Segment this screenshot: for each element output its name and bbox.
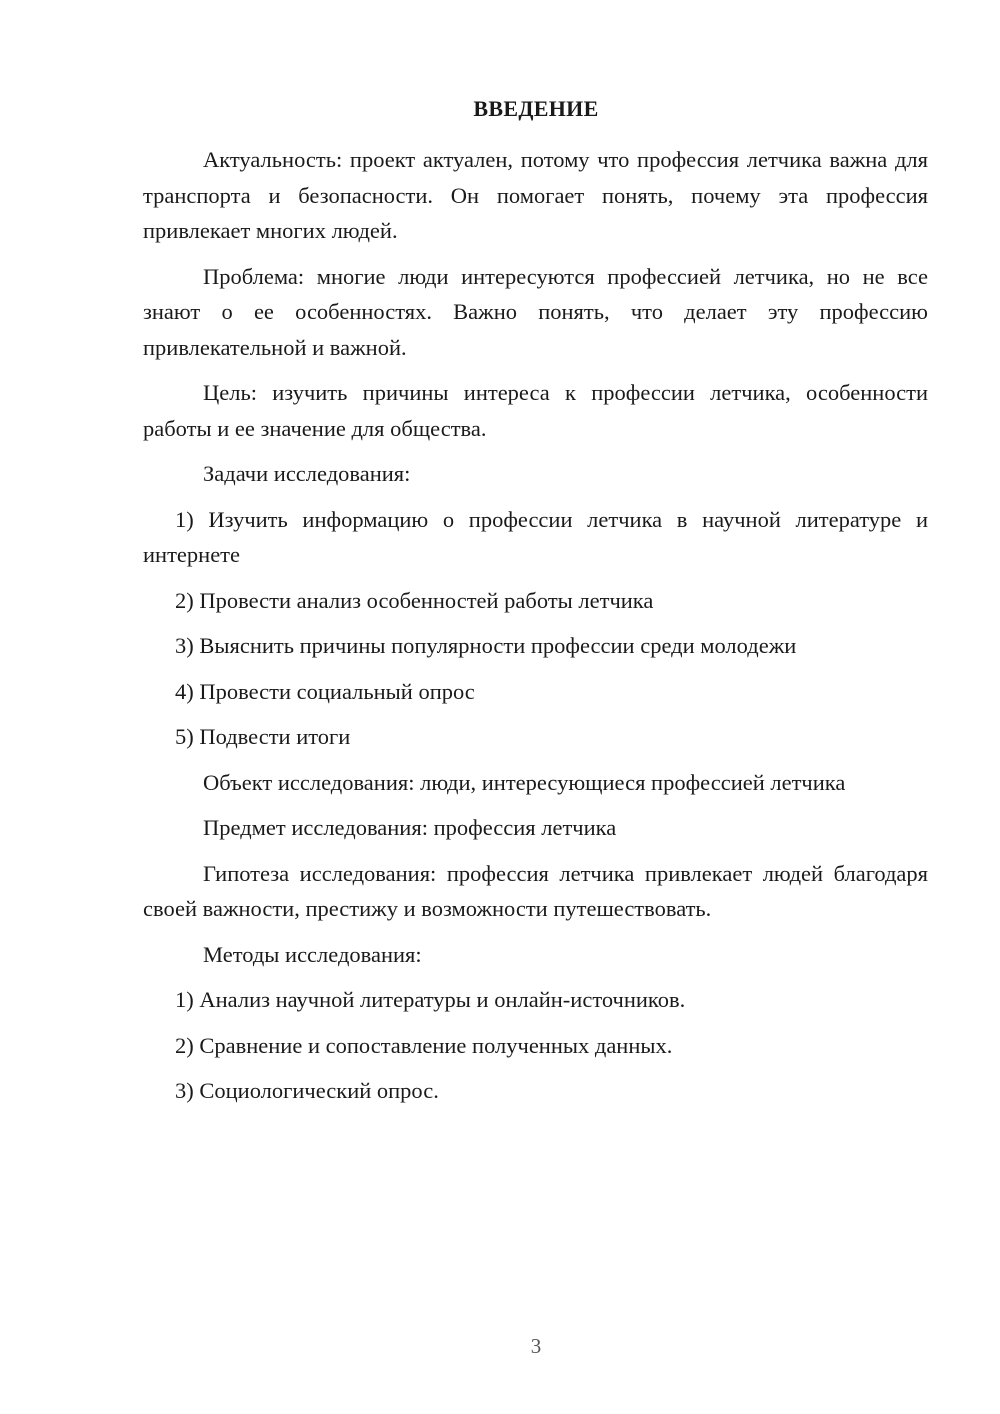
hypothesis-paragraph: Гипотеза исследования: профессия летчика привлекает людей благодаря своей важности, престижу и возможности путешествовать.: [143, 860, 928, 921]
tasks-title: Задачи исследования:: [203, 461, 411, 486]
methods-title: Методы исследования:: [203, 941, 422, 967]
section-heading: ВВЕДЕНИЕ: [473, 96, 599, 121]
task-item: 1) Изучить информацию о профессии летчика в научной литературе и интернете: [143, 506, 928, 567]
problem-paragraph: Проблема: многие люди интересуются профессией летчика, но не все знают о ее особенностях. Важно понять, что делает эту профессию привлекательной и важной.: [143, 263, 928, 360]
method-item: 3) Социологический опрос.: [175, 1078, 439, 1103]
method-item: 2) Сравнение и сопоставление полученных данных.: [175, 1032, 673, 1058]
task-item: 3) Выяснить причины популярности профессии среди молодежи: [175, 633, 797, 658]
page-number: 3: [530, 1334, 542, 1358]
task-item: 5) Подвести итоги: [175, 724, 351, 749]
document-body: [143, 142, 928, 1119]
subject-paragraph: Предмет исследования: профессия летчика: [203, 815, 617, 840]
relevance-paragraph: Актуальность: проект актуален, потому что профессия летчика важна для транспорта и безопасности. Он помогает понять, почему эта профессия привлекает многих людей.: [143, 147, 928, 243]
task-item: 2) Провести анализ особенностей работы летчика: [175, 587, 654, 613]
task-item: 4) Провести социальный опрос: [175, 678, 475, 704]
object-paragraph: Объект исследования: люди, интересующиеся профессией летчика: [203, 769, 846, 795]
method-item: 1) Анализ научной литературы и онлайн-источников.: [175, 987, 686, 1012]
goal-paragraph: Цель: изучить причины интереса к профессии летчика, особенности работы и ее значение для общества.: [143, 380, 928, 441]
